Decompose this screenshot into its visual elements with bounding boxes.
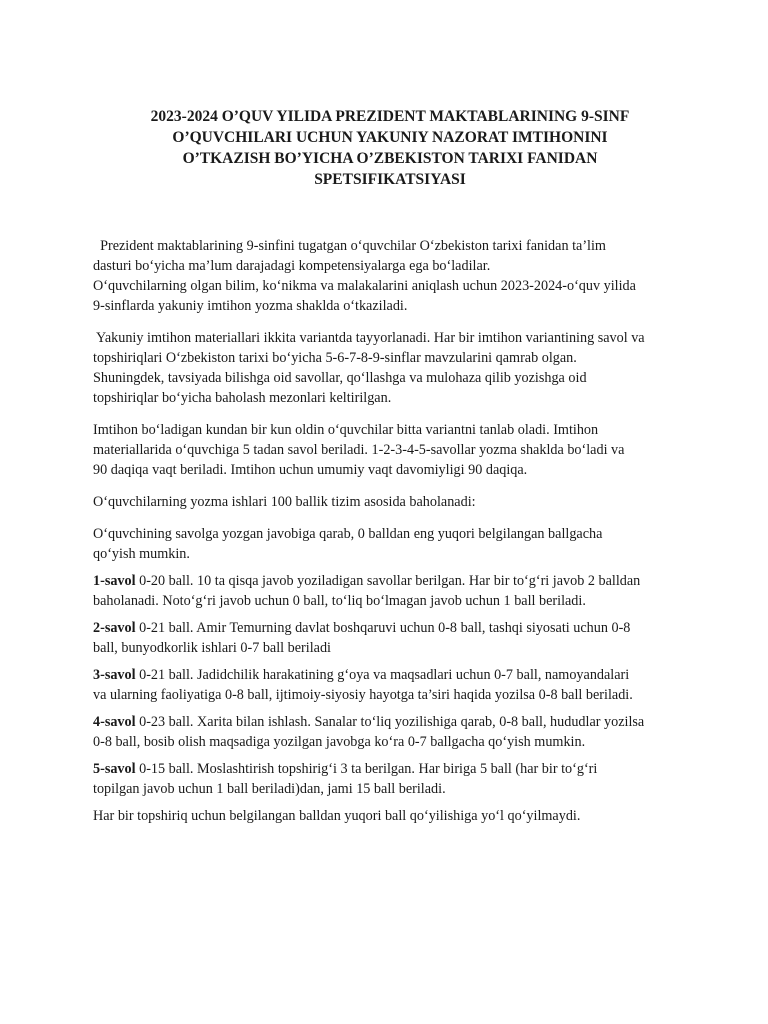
text-line: O‘quvchining savolga yozgan javobiga qarab, 0 balldan eng yuqori belgilangan ballgacha: [93, 526, 603, 542]
materials-paragraph: [93, 328, 693, 408]
text-line: 9-sinflarda yakuniy imtihon yozma shaklda o‘tkaziladi.: [93, 298, 408, 314]
document-title: [100, 106, 680, 190]
exam-day-paragraph: [93, 420, 693, 480]
text-line: 0-8 ball, bosib olish maqsadiga yozilgan javobga ko‘ra 0-7 ballgacha qo‘yish mumkin.: [93, 734, 586, 750]
document-body: [93, 236, 693, 826]
title-line: O’TKAZISH BO’YICHA O’ZBEKISTON TARIXI FANIDAN: [182, 150, 598, 167]
text-line: topshiriqlari O‘zbekiston tarixi bo‘yicha 5-6-7-8-9-sinflar mavzularini qamrab olgan.: [93, 350, 577, 366]
question-3-paragraph: [93, 665, 693, 705]
text-line: 0-23 ball. Xarita bilan ishlash. Sanalar to‘liq yozilishiga qarab, 0-8 ball, hududlar yozilsa: [135, 714, 645, 730]
title-line: 2023-2024 O’QUV YILIDA PREZIDENT MAKTABLARINING 9-SINF: [150, 108, 630, 125]
text-line: O‘quvchilarning olgan bilim, ko‘nikma va malakalarini aniqlash uchun 2023-2024-o‘quv yilida: [93, 278, 636, 294]
question-2-paragraph: [93, 618, 693, 658]
text-line: 90 daqiqa vaqt beriladi. Imtihon uchun umumiy vaqt davomiyligi 90 daqiqa.: [93, 462, 528, 478]
text-line: ball, bunyodkorlik ishlari 0-7 ball beriladi: [93, 640, 331, 656]
text-line: materiallarida o‘quvchiga 5 tadan savol beriladi. 1-2-3-4-5-savollar yozma shaklda bo‘ladi va: [93, 442, 625, 458]
question-number: 3-savol: [93, 667, 136, 683]
question-number: 4-savol: [93, 714, 136, 730]
question-number: 2-savol: [93, 620, 136, 636]
text-line: O‘quvchilarning yozma ishlari 100 ballik tizim asosida baholanadi:: [93, 494, 476, 510]
grading-paragraph: [93, 492, 693, 512]
text-line: va ularning faoliyatiga 0-8 ball, ijtimoiy-siyosiy hayotga ta’siri haqida yozilsa 0-8 ball beriladi.: [93, 687, 633, 703]
text-line: dasturi bo‘yicha ma’lum darajadagi kompetensiyalarga ega bo‘ladilar.: [93, 258, 491, 274]
text-line: 0-20 ball. 10 ta qisqa javob yoziladigan savollar berilgan. Har bir to‘g‘ri javob 2 balldan: [135, 573, 641, 589]
scoring-note-paragraph: [93, 524, 693, 564]
text-line: Yakuniy imtihon materiallari ikkita variantda tayyorlanadi. Har bir imtihon variantining savol va: [93, 330, 645, 346]
text-line: Har bir topshiriq uchun belgilangan balldan yuqori ball qo‘yilishiga yo‘l qo‘yilmaydi.: [93, 808, 581, 824]
text-line: 0-15 ball. Moslashtirish topshirig‘i 3 ta berilgan. Har biriga 5 ball (har bir to‘g‘ri: [135, 761, 598, 777]
question-number: 5-savol: [93, 761, 136, 777]
question-1-paragraph: [93, 571, 693, 611]
title-line: SPETSIFIKATSIYASI: [314, 171, 466, 188]
text-line: topshiriqlar bo‘yicha baholash mezonlari keltirilgan.: [93, 390, 392, 406]
question-number: 1-savol: [93, 573, 136, 589]
title-line: O’QUVCHILARI UCHUN YAKUNIY NAZORAT IMTIHONINI: [172, 129, 608, 146]
text-line: qo‘yish mumkin.: [93, 546, 190, 562]
question-4-paragraph: [93, 712, 693, 752]
text-line: Imtihon bo‘ladigan kundan bir kun oldin o‘quvchilar bitta variantni tanlab oladi. Imtihon: [93, 422, 599, 438]
text-line: 0-21 ball. Amir Temurning davlat boshqaruvi uchun 0-8 ball, tashqi siyosati uchun 0-8: [135, 620, 631, 636]
text-line: topilgan javob uchun 1 ball beriladi)dan, jami 15 ball beriladi.: [93, 781, 446, 797]
text-line: 0-21 ball. Jadidchilik harakatining g‘oya va maqsadlari uchun 0-7 ball, namoyandalari: [135, 667, 630, 683]
text-line: Prezident maktablarining 9-sinfini tugatgan o‘quvchilar O‘zbekiston tarixi fanidan ta’lim: [93, 238, 606, 254]
text-line: Shuningdek, tavsiyada bilishga oid savollar, qo‘llashga va mulohaza qilib yozishga oid: [93, 370, 587, 386]
text-line: baholanadi. Noto‘g‘ri javob uchun 0 ball, to‘liq bo‘lmagan javob uchun 1 ball beriladi.: [93, 593, 586, 609]
question-5-paragraph: [93, 759, 693, 799]
intro-paragraph: [93, 236, 693, 316]
closing-paragraph: [93, 806, 693, 826]
